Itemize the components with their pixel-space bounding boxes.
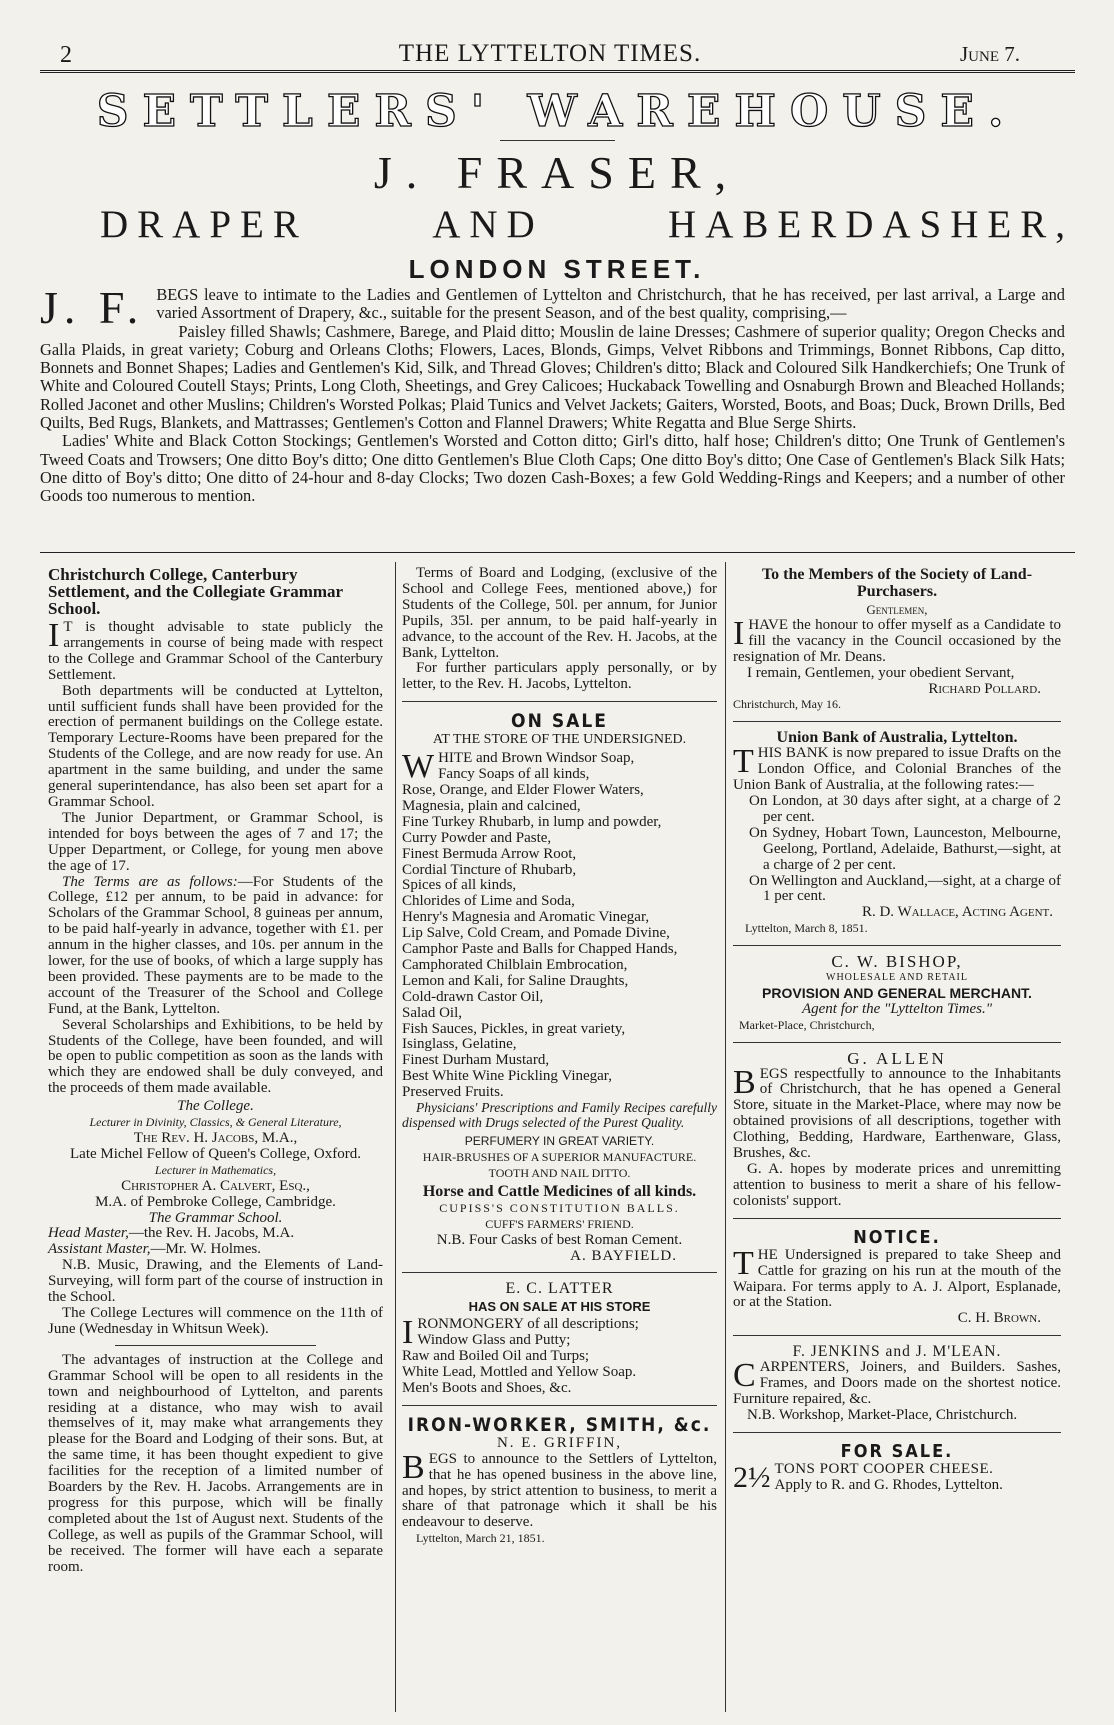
item-line: Camphor Paste and Balls for Chapped Hands, bbox=[402, 941, 678, 958]
masthead bbox=[40, 34, 1060, 68]
drop-cap: T bbox=[733, 1244, 754, 1282]
allen-name: G. ALLEN bbox=[847, 1048, 947, 1068]
drop-cap: B bbox=[402, 1448, 425, 1486]
goods-paragraph: Paisley filled Shawls; Cashmere, Barege, and Plaid ditto; Mouslin de laine Dresses; Cashmere of superior quality; Oregon Checks and Galla Plaids, in great variety; Coburg and Orleans Cloths; Flowers, Laces, Blonds, Gimps, Velvet Ribbons and Trimmings, Bonnet Ribbons, Cap ditto, Bonnets and Bonnet Shapes; Ladies and Gentlemen's Kid, Silk, and Thread Gloves; Children's ditto; Black and Coloured Silk Handkerchiefs; One Trunk of White and Coloured Coutell Stays; Prints, Long Cloth, Sheetings, and Grey Calicoes; Huckaback Towelling and Osnaburgh Brown and Bleached Hollands; Rolled Jaconet and other Muslins; Children's Worsted Polkas; Plaid Tunics and Velvet Jackets; Gaiters, Worsted, Boots, and Boas; Duck, Brown Drills, Bed Quilts, Bed Rugs, Blankets, and Mattrasses; Gentlemen's Cotton and Flannel Drawers; White Regatta and Blue Serge Shirts. bbox=[40, 321, 1065, 433]
drop-cap: T bbox=[733, 743, 754, 781]
item-line: Best White Wine Pickling Vinegar, bbox=[402, 1068, 612, 1085]
bishop-name: C. W. BISHOP, bbox=[831, 952, 963, 972]
drop-initials: J. F. bbox=[40, 282, 145, 333]
lecturer-name: The Rev. H. Jacobs, M.A., bbox=[133, 1130, 298, 1146]
street-heading: LONDON STREET. bbox=[408, 254, 706, 284]
land-signature: Richard Pollard. bbox=[928, 680, 1041, 697]
drop-cap: B bbox=[733, 1063, 756, 1101]
item-line: Camphorated Chilblain Embrocation, bbox=[402, 956, 628, 973]
land-date: Christchurch, May 16. bbox=[733, 697, 841, 712]
iron-item: Window Glass and Putty; bbox=[417, 1332, 571, 1349]
divider bbox=[733, 945, 1061, 946]
school-subhead: The Grammar School. bbox=[148, 1209, 283, 1226]
cement-line: N.B. Four Casks of best Roman Cement. bbox=[436, 1231, 683, 1248]
iron-item: Raw and Boiled Oil and Turps; bbox=[402, 1348, 590, 1365]
divider bbox=[115, 1345, 316, 1346]
union-rate: On London, at 30 days after sight, at a charge of 2 per cent. bbox=[749, 792, 1061, 825]
cheese-text: TONS PORT COOPER CHEESE. bbox=[774, 1460, 994, 1477]
land-text: HAVE the honour to offer myself as a Candidate to fill the vacancy in the Council occasioned by the resignation of Mr. Deans. bbox=[733, 616, 1061, 665]
land-close: I remain, Gentlemen, your obedient Servant, bbox=[747, 664, 1015, 681]
for-sale-heading: FOR SALE. bbox=[840, 1440, 954, 1462]
divider bbox=[733, 1218, 1061, 1219]
item-line: Isinglass, Gelatine, bbox=[402, 1036, 517, 1053]
bishop-agent: Agent for the "Lyttelton Times." bbox=[801, 1000, 993, 1017]
drop-cap: I bbox=[402, 1314, 414, 1352]
cheese-quantity: 2½ bbox=[733, 1460, 771, 1494]
item-line: Rose, Orange, and Elder Flower Waters, bbox=[402, 781, 644, 798]
notice-signature: C. H. Brown. bbox=[957, 1310, 1041, 1327]
item-line: Fine Turkey Rhubarb, in lump and powder, bbox=[402, 813, 662, 830]
griffin-text: EGS to announce to the Settlers of Lyttelton, that he has opened business in the above line, and hopes, by strict attention to business, to merit a share of that patronage which it shall be his endeavour to deserve. bbox=[402, 1450, 717, 1531]
latter-name: E. C. LATTER bbox=[505, 1280, 614, 1298]
heading-divider bbox=[500, 140, 615, 141]
item-line: Magnesia, plain and calcined, bbox=[402, 797, 581, 814]
divider bbox=[402, 701, 717, 702]
column-rule bbox=[395, 562, 396, 1712]
allen-text: EGS respectfully to announce to the Inhabitants of Christchurch, that he has opened a General Store, situate in the Market-Place, where may now be obtained provisions of all descriptions, together with Clothing, Bedding, Hardware, Earthenware, Glass, Brushes, &c. bbox=[733, 1065, 1061, 1162]
bayfield-signature: A. BAYFIELD. bbox=[570, 1247, 677, 1264]
drop-cap: I bbox=[48, 617, 60, 654]
column-3 bbox=[733, 566, 1061, 1494]
college-paragraph: The College Lectures will commence on the 11th of June (Wednesday in Whitsun Week). bbox=[48, 1304, 383, 1337]
perfumery-line: PERFUMERY IN GREAT VARIETY. bbox=[464, 1134, 655, 1149]
allen-text: G. A. hopes by moderate prices and unremitting attention to business to merit a share of his fellow-colonists' support. bbox=[733, 1161, 1061, 1209]
divider bbox=[402, 1272, 717, 1273]
item-line: Cordial Tincture of Rhubarb, bbox=[402, 861, 577, 878]
page-number: 2 bbox=[60, 42, 72, 68]
bishop-place: Market-Place, Christchurch, bbox=[739, 1017, 875, 1032]
master-role: Assistant Master, bbox=[48, 1241, 151, 1258]
board-further: For further particulars apply personally, or by letter, to the Rev. H. Jacobs, Lyttelton. bbox=[402, 660, 717, 693]
board-terms: Terms of Board and Lodging, (exclusive of the School and College Fees, mentioned above,) for Students of the College, 50l. per annum, for Junior Pupils, 35l. per annum, to be paid half-yearly in advance, to the account of the Rev. H. Jacobs, at the Bank, Lyttelton. bbox=[402, 565, 717, 661]
item-line: Fish Sauces, Pickles, in great variety, bbox=[402, 1020, 626, 1037]
latter-sale: HAS ON SALE AT HIS STORE bbox=[468, 1299, 651, 1315]
bishop-trade: PROVISION AND GENERAL MERCHANT. bbox=[762, 984, 1032, 1001]
warehouse-heading: SETTLERS' WAREHOUSE. bbox=[96, 86, 1018, 137]
masthead-rule bbox=[40, 70, 1075, 73]
college-paragraph: Both departments will be conducted at Lyttelton, until sufficient funds shall have been provided for the erection of permanent buildings on the College estate. Temporary Lecture-Rooms have been prepared for the Students of the College, and are now ready for use. An apartment in the same building, and under the same general superintendance, has also been set apart for a Grammar School. bbox=[48, 682, 383, 810]
college-title: Christchurch College, Canterbury Settlement, and the Collegiate Grammar School. bbox=[48, 565, 343, 618]
trade-word: DRAPER bbox=[100, 203, 308, 246]
divider bbox=[733, 1042, 1061, 1043]
master-name: —Mr. W. Holmes. bbox=[150, 1241, 261, 1258]
college-paragraph: —For Students of the College, £12 per annum, to be paid in advance: for Scholars of the Grammar School, 8 guineas per annum, to be paid half-yearly in advance, together with £1. per annum in the higher classes, and 10s. per annum in the lower, for the use of books, of which a large supply has been provided. These payments are to be made to the account of the Treasurer of the School and College Fund, at the Bank, Lyttelton. bbox=[48, 873, 383, 1017]
drop-cap: C bbox=[733, 1357, 756, 1395]
master-name: —the Rev. H. Jacobs, M.A. bbox=[128, 1225, 295, 1242]
cupiss-line: CUPISS'S CONSTITUTION BALLS. bbox=[439, 1200, 680, 1215]
column-rule bbox=[725, 562, 726, 1712]
union-text: HIS BANK is now prepared to issue Drafts on the London Office, and Colonial Branches of the Union Bank of Australia, at the following rates:— bbox=[733, 745, 1061, 794]
union-date: Lyttelton, March 8, 1851. bbox=[745, 921, 868, 936]
divider bbox=[402, 1405, 717, 1406]
lecturer-role: Lecturer in Mathematics, bbox=[154, 1162, 277, 1177]
college-paragraph: Several Scholarships and Exhibitions, to be held by Students of the College, have been founded, and will be open to public competition as soon as the lands with which they are endowed shall be duly conveyed, and the proceeds of them made available. bbox=[48, 1016, 383, 1097]
newspaper-title: THE LYTTELTON TIMES. bbox=[398, 40, 702, 67]
item-line: Henry's Magnesia and Aromatic Vinegar, bbox=[402, 909, 650, 926]
college-subhead: The College. bbox=[177, 1098, 254, 1115]
intro-paragraph: BEGS leave to intimate to the Ladies and Gentlemen of Lyttelton and Christchurch, that he has received, per last arrival, a Large and varied Assortment of Drapery, &c., suitable for the present Season, and of the best quality, comprising,— bbox=[156, 285, 1065, 323]
item-line: Lemon and Kali, for Saline Draughts, bbox=[402, 972, 629, 989]
store-line: AT THE STORE OF THE UNDERSIGNED. bbox=[432, 732, 687, 748]
master-role: Head Master, bbox=[48, 1225, 129, 1242]
issue-date: June 7. bbox=[960, 42, 1020, 66]
union-rate: On Sydney, Hobart Town, Launceston, Melbourne, Geelong, Portland, Adelaide, Bathurst,—sight, at a charge of 2 per cent. bbox=[749, 824, 1061, 873]
smith-heading: IRON-WORKER, SMITH, &c. bbox=[407, 1413, 712, 1436]
physicians-note: Physicians' Prescriptions and Family Recipes carefully dispensed with Drugs selected of the Purest Quality. bbox=[402, 1100, 717, 1130]
item-line: Spices of all kinds, bbox=[402, 877, 517, 894]
griffin-date: Lyttelton, March 21, 1851. bbox=[416, 1531, 545, 1546]
tooth-line: TOOTH AND NAIL DITTO. bbox=[488, 1165, 631, 1180]
notice-heading: NOTICE. bbox=[853, 1226, 941, 1248]
column-2 bbox=[402, 566, 717, 1547]
land-title: To the Members of the Society of Land-Purchasers. bbox=[761, 566, 1033, 600]
item-line: Finest Bermuda Arrow Root, bbox=[402, 845, 577, 862]
item-line: Salad Oil, bbox=[402, 1004, 462, 1021]
jenkins-name: F. JENKINS and J. M'LEAN. bbox=[792, 1343, 1002, 1361]
iron-item: Men's Boots and Shoes, &c. bbox=[402, 1379, 572, 1396]
divider bbox=[733, 1432, 1061, 1433]
item-line: Curry Powder and Paste, bbox=[402, 829, 552, 846]
item-line: Chlorides of Lime and Soda, bbox=[402, 893, 575, 910]
lecturer-note: Late Michel Fellow of Queen's College, Oxford. bbox=[70, 1145, 361, 1162]
item-line: Preserved Fruits. bbox=[402, 1084, 504, 1101]
college-paragraph: The Junior Department, or Grammar School, is intended for boys between the ages of 7 and 17; the Upper Department, or College, for young men above the age of 17. bbox=[48, 809, 383, 874]
union-rate: On Wellington and Auckland,—sight, at a charge of 1 per cent. bbox=[749, 872, 1061, 905]
college-paragraph: T is thought advisable to state publicly the arrangements in course of being made with respect to the College and Grammar School of the Canterbury Settlement. bbox=[48, 619, 383, 683]
notice-text: HE Undersigned is prepared to take Sheep and Cattle for grazing on his run at the mouth of the Waipara. For terms apply to A. J. Alport, Esplanade, or at the Station. bbox=[733, 1246, 1061, 1311]
item-line: HITE and Brown Windsor Soap, bbox=[438, 750, 635, 767]
item-line: Cold-drawn Castor Oil, bbox=[402, 988, 544, 1005]
college-paragraph: The advantages of instruction at the College and Grammar School will be open to all residents in the town and neighbourhood of Lyttelton, and parents residing at a distance, who may wish to avail themselves of it, may make what arrangements they please for the Board and Lodging of their sons. But, at the same time, it has been thought expedient to give facilities for the reception of a limited number of Boarders by the Rev. H. Jacobs. Arrangements are in progress for this purpose, which will be finally completed about the 1st of August next. Students of the College, as well as pupils of the Grammar School, will be received. The former will have each a separate room. bbox=[48, 1351, 383, 1575]
drop-cap: W bbox=[402, 748, 435, 786]
divider bbox=[733, 721, 1061, 722]
item-line: Fancy Soaps of all kinds, bbox=[438, 766, 590, 783]
lecturer-note: M.A. of Pembroke College, Cambridge. bbox=[95, 1193, 336, 1210]
column-1 bbox=[48, 566, 383, 1575]
land-salute: Gentlemen, bbox=[866, 602, 928, 617]
brushes-line: HAIR-BRUSHES OF A SUPERIOR MANUFACTURE. bbox=[422, 1150, 697, 1164]
jenkins-text: ARPENTERS, Joiners, and Builders. Sashes, Frames, and Doors made on the shortest notice. Furniture repaired, &c. bbox=[733, 1359, 1061, 1407]
college-paragraph: N.B. Music, Drawing, and the Elements of Land-Surveying, will form part of the course of instruction in the School. bbox=[48, 1257, 383, 1306]
goods-paragraph: Ladies' White and Black Cotton Stockings; Gentlemen's Worsted and Cotton ditto; Girl's ditto, half hose; Children's ditto; One Trunk of Gentlemen's Tweed Coats and Trowsers; One ditto Boy's ditto; One ditto Gentlemen's Blue Cloth Caps; One ditto Boy's ditto; One Case of Gentlemen's Black Silk Hats; One ditto of Boy's ditto; One ditto of 24-hour and 8-day Clocks; Two dozen Cash-Boxes; a few Gold Wedding-Rings and Keepers; and a number of other Goods too numerous to mention. bbox=[40, 431, 1065, 506]
union-title: Union Bank of Australia, Lyttelton. bbox=[776, 729, 1018, 747]
bishop-sub: WHOLESALE AND RETAIL bbox=[826, 972, 968, 984]
iron-item: RONMONGERY of all descriptions; bbox=[417, 1316, 639, 1333]
item-line: Lip Salve, Cold Cream, and Pomade Divine, bbox=[402, 925, 670, 942]
merchant-name: J. FRASER, bbox=[373, 147, 741, 198]
lecturer-name: Christopher A. Calvert, Esq., bbox=[121, 1177, 310, 1194]
trade-heading bbox=[100, 202, 1074, 247]
trade-word: AND bbox=[432, 203, 544, 246]
jenkins-nb: N.B. Workshop, Market-Place, Christchurch. bbox=[747, 1406, 1018, 1423]
on-sale-heading: ON SALE bbox=[511, 710, 608, 733]
cheese-apply: Apply to R. and G. Rhodes, Lyttelton. bbox=[774, 1476, 1003, 1493]
lecturer-role: Lecturer in Divinity, Classics, & General Literature, bbox=[89, 1115, 342, 1130]
cuff-line: CUFF'S FARMERS' FRIEND. bbox=[485, 1216, 634, 1231]
union-signature: R. D. Wallace, Acting Agent. bbox=[861, 904, 1053, 921]
iron-item: White Lead, Mottled and Yellow Soap. bbox=[402, 1363, 637, 1380]
fraser-advertisement bbox=[40, 282, 1065, 506]
drop-cap: I bbox=[733, 614, 745, 652]
terms-lead: The Terms are as follows: bbox=[62, 873, 238, 890]
item-line: Finest Durham Mustard, bbox=[402, 1052, 550, 1069]
horse-cattle-line: Horse and Cattle Medicines of all kinds. bbox=[422, 1182, 697, 1200]
trade-word: HABERDASHER, bbox=[668, 203, 1074, 246]
divider bbox=[733, 1335, 1061, 1336]
griffin-name: N. E. GRIFFIN, bbox=[496, 1434, 623, 1451]
section-rule bbox=[40, 552, 1075, 553]
